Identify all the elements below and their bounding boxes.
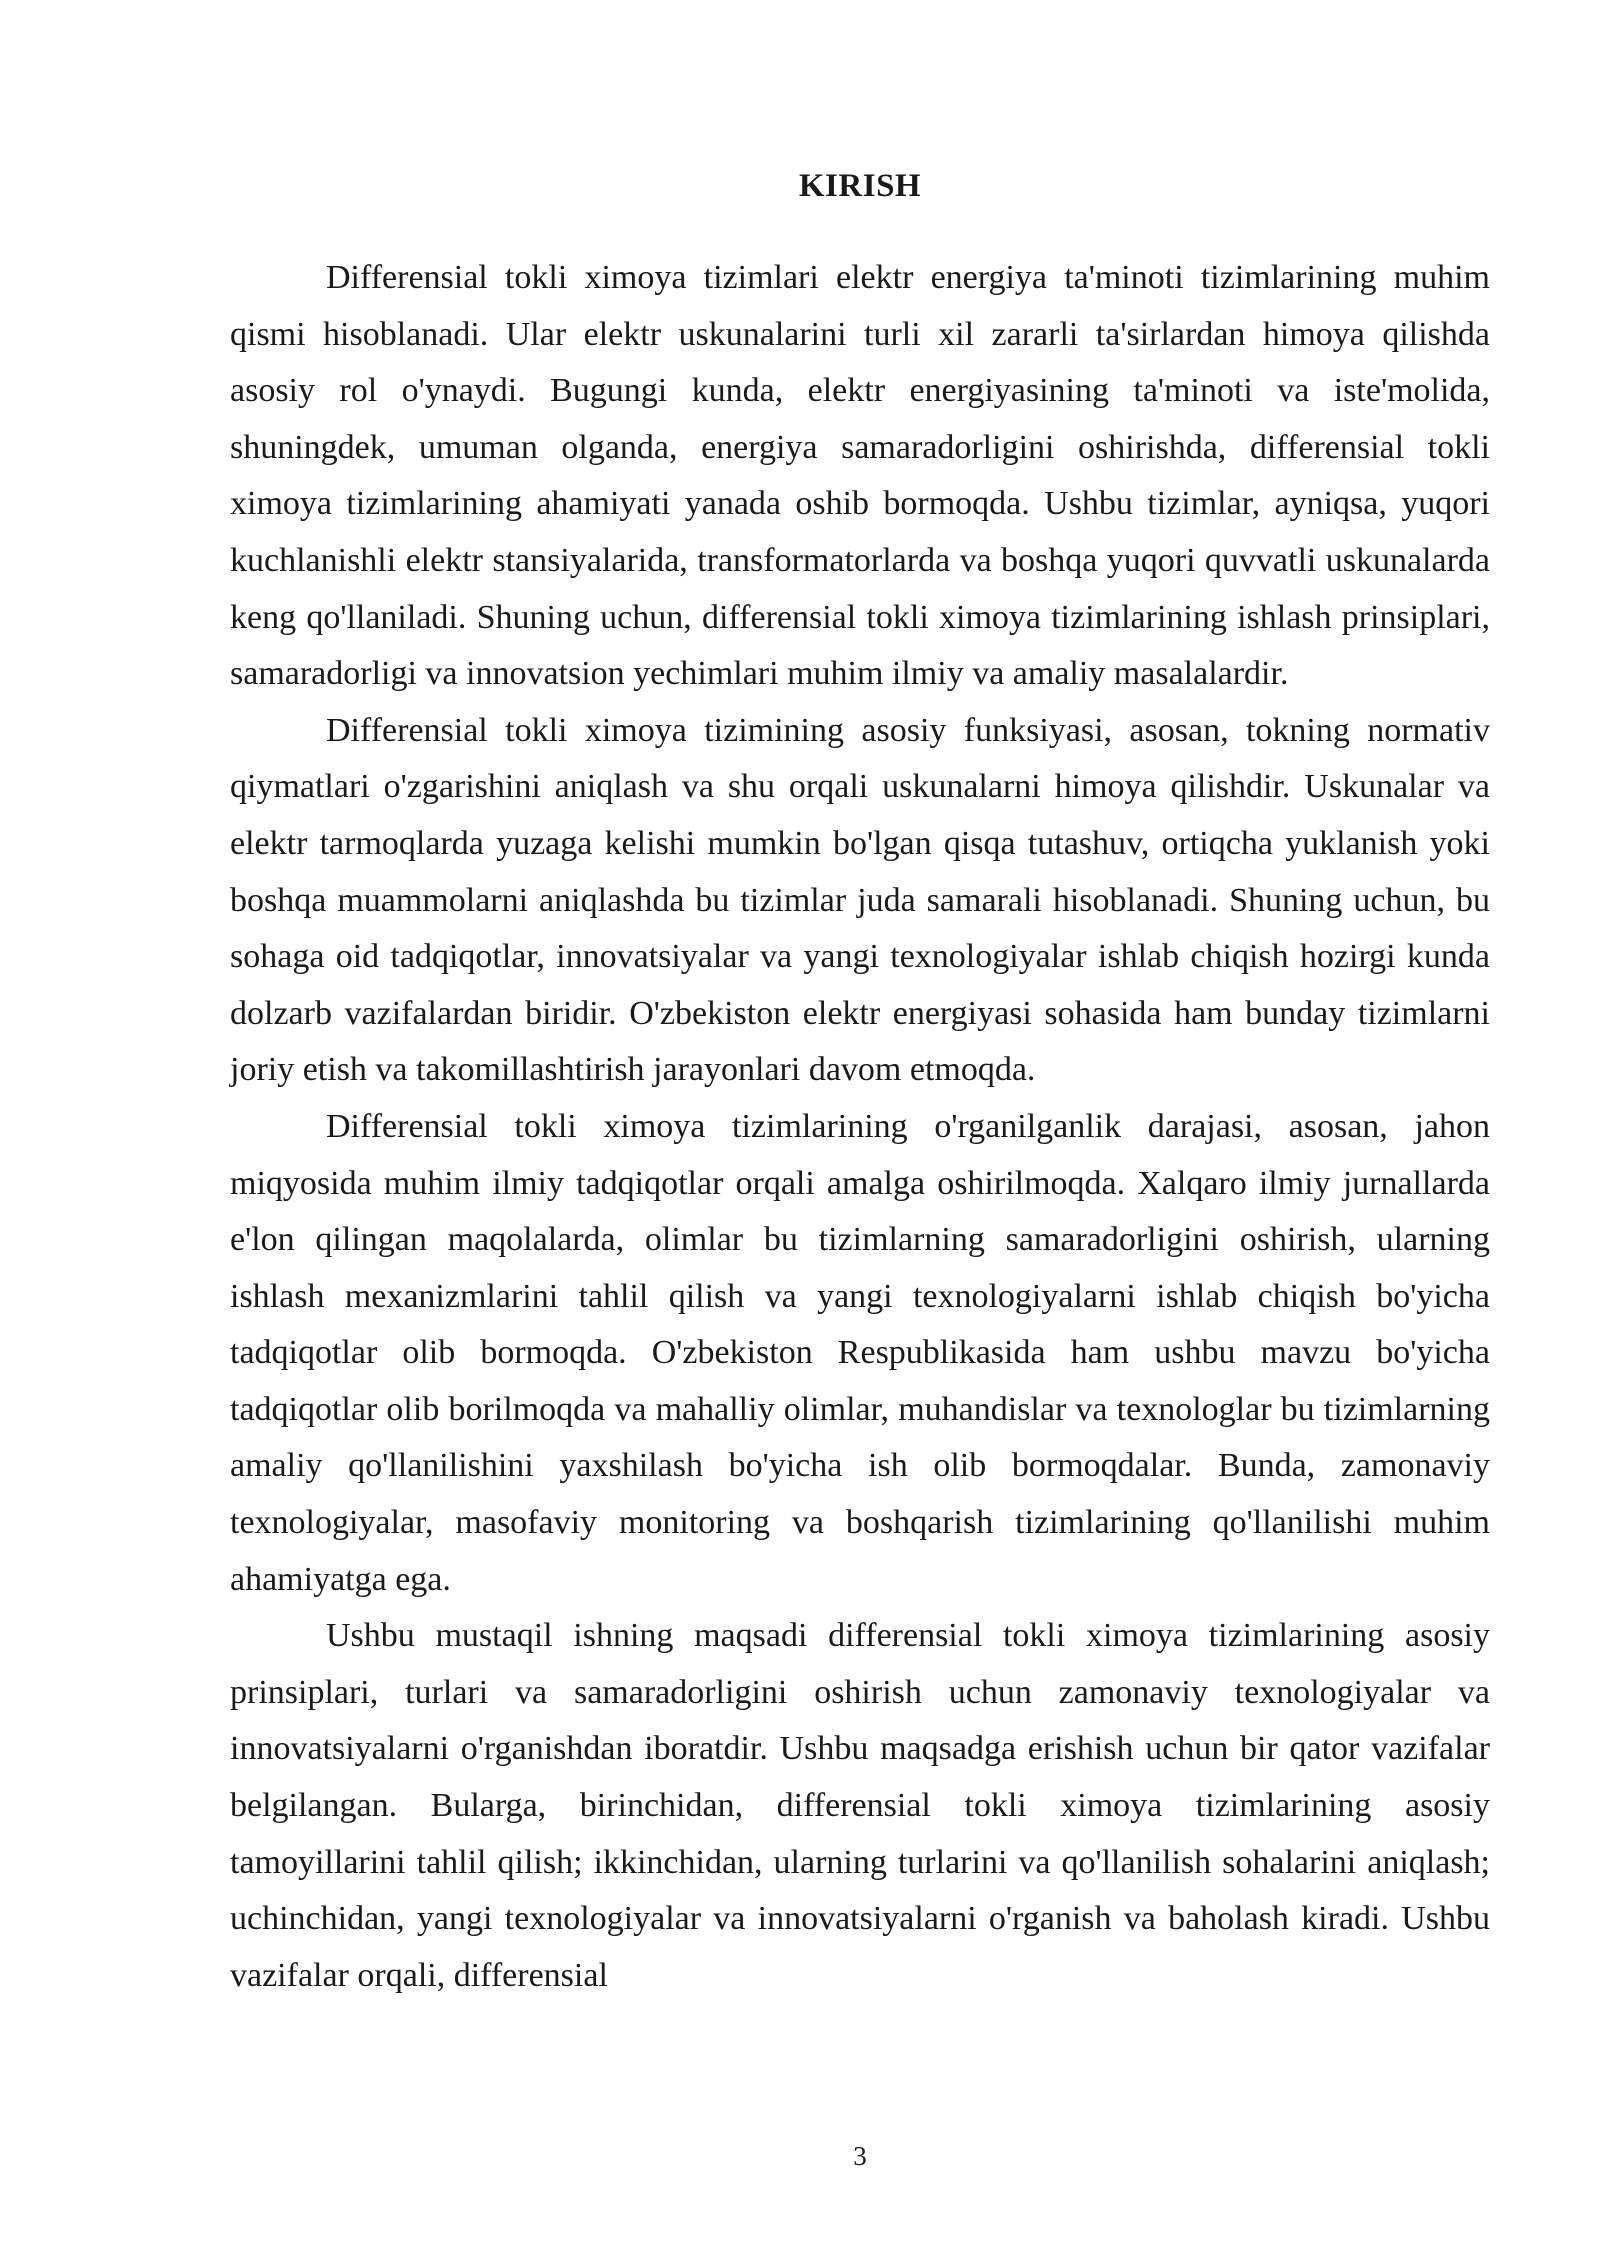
- paragraph-2: Differensial tokli ximoya tizimining asosiy funksiyasi, asosan, tokning normativ qiymatlari o'zgarishini aniqlash va shu orqali uskunalarni himoya qilishdir. Uskunalar va elektr tarmoqlarda yuzaga kelishi mumkin bo'lgan qisqa tutashuv, ortiqcha yuklanish yoki boshqa muammolarni aniqlashda bu tizimlar juda samarali hisoblanadi. Shuning uchun, bu sohaga oid tadqiqotlar, innovatsiyalar va yangi texnologiyalar ishlab chiqish hozirgi kunda dolzarb vazifalardan biridir. O'zbekiston elektr energiyasi sohasida ham bunday tizimlarni joriy etish va takomillashtirish jarayonlari davom etmoqda.: [230, 711, 1490, 1089]
- page-number: 3: [853, 2141, 867, 2171]
- section-title: KIRISH: [798, 168, 922, 204]
- paragraph-3: Differensial tokli ximoya tizimlarining o'rganilganlik darajasi, asosan, jahon miqyosida muhim ilmiy tadqiqotlar orqali amalga oshirilmoqda. Xalqaro ilmiy jurnallarda e'lon qilingan maqolalarda, olimlar bu tizimlarning samaradorligini oshirish, ularning ishlash mexanizmlarini tahlil qilish va yangi texnologiyalarni ishlab chiqish bo'yicha tadqiqotlar olib bormoqda. O'zbekiston Respublikasida ham ushbu mavzu bo'yicha tadqiqotlar olib borilmoqda va mahalliy olimlar, muhandislar va texnologlar bu tizimlarning amaliy qo'llanilishini yaxshilash bo'yicha ish olib bormoqdalar. Bunda, zamonaviy texnologiyalar, masofaviy monitoring va boshqarish tizimlarining qo'llanilishi muhim ahamiyatga ega.: [230, 1107, 1490, 1598]
- paragraph-1: Differensial tokli ximoya tizimlari elektr energiya ta'minoti tizimlarining muhim qismi hisoblanadi. Ular elektr uskunalarini turli xil zararli ta'sirlardan himoya qilishda asosiy rol o'ynaydi. Bugungi kunda, elektr energiyasining ta'minoti va iste'molida, shuningdek, umuman olganda, energiya samaradorligini oshirishda, differensial tokli ximoya tizimlarining ahamiyati yanada oshib bormoqda. Ushbu tizimlar, ayniqsa, yuqori kuchlanishli elektr stansiyalarida, transformatorlarda va boshqa yuqori quvvatli uskunalarda keng qo'llaniladi. Shuning uchun, differensial tokli ximoya tizimlarining ishlash prinsiplari, samaradorligi va innovatsion yechimlari muhim ilmiy va amaliy masalalardir.: [230, 259, 1490, 693]
- paragraph-4: Ushbu mustaqil ishning maqsadi differensial tokli ximoya tizimlarining asosiy prinsiplari, turlari va samaradorligini oshirish uchun zamonaviy texnologiyalar va innovatsiyalarni o'rganishdan iboratdir. Ushbu maqsadga erishish uchun bir qator vazifalar belgilangan. Bularga, birinchidan, differensial tokli ximoya tizimlarining asosiy tamoyillarini tahlil qilish; ikkinchidan, ularning turlarini va qo'llanilish sohalarini aniqlash; uchinchidan, yangi texnologiyalar va innovatsiyalarni o'rganish va baholash kiradi. Ushbu vazifalar orqali, differensial: [230, 1617, 1490, 1994]
- body-text: [230, 250, 1490, 2004]
